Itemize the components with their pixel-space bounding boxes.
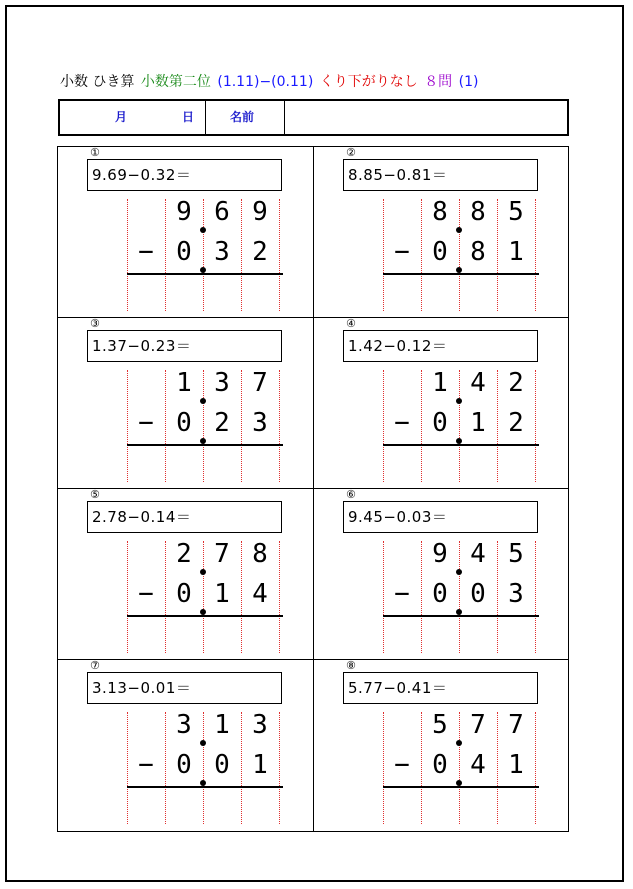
subtrahend-digit: 0: [432, 579, 448, 609]
problem-number: ②: [346, 146, 356, 159]
problem-expression: 1.37−0.23＝: [87, 330, 282, 362]
subtrahend-digit: 1: [470, 408, 486, 438]
minuend-digit: 3: [214, 368, 230, 398]
minuend-digit: 2: [508, 368, 524, 398]
subtrahend-digit: 0: [214, 750, 230, 780]
subtrahend-digit: 1: [214, 579, 230, 609]
minuend-digit: 3: [252, 710, 268, 740]
name-field[interactable]: [286, 101, 567, 134]
subtrahend-digit: 1: [252, 750, 268, 780]
problem-number: ⑧: [346, 659, 356, 672]
answer-line: [383, 444, 539, 446]
title-format: (1.11)−(0.11): [217, 74, 314, 90]
minus-sign: −: [138, 750, 154, 780]
problem-4: [314, 318, 569, 489]
answer-line: [127, 786, 283, 788]
problem-7: [58, 660, 313, 831]
subtrahend-digit: 1: [508, 750, 524, 780]
problem-8: [314, 660, 569, 831]
problem-expression: 5.77−0.41＝: [343, 672, 538, 704]
answer-line: [383, 273, 539, 275]
decimal-point: [456, 227, 462, 233]
subtrahend-digit: 8: [470, 237, 486, 267]
minuend-digit: 4: [470, 368, 486, 398]
minuend-digit: 9: [176, 197, 192, 227]
minuend-digit: 5: [508, 197, 524, 227]
minuend-digit: 1: [176, 368, 192, 398]
answer-area[interactable]: [383, 447, 539, 483]
problem-number: ⑦: [90, 659, 100, 672]
minuend-digit: 3: [176, 710, 192, 740]
subtrahend-digit: 3: [508, 579, 524, 609]
header-divider: [205, 101, 206, 134]
minuend-digit: 5: [508, 539, 524, 569]
title-topic: 小数 ひき算: [60, 74, 135, 90]
answer-line: [127, 444, 283, 446]
minus-sign: −: [394, 579, 410, 609]
subtrahend-digit: 1: [508, 237, 524, 267]
answer-line: [127, 615, 283, 617]
answer-area[interactable]: [383, 276, 539, 312]
problem-number: ⑤: [90, 488, 100, 501]
problem-expression: 9.69−0.32＝: [87, 159, 282, 191]
minuend-digit: 1: [432, 368, 448, 398]
minus-sign: −: [138, 237, 154, 267]
problem-number: ①: [90, 146, 100, 159]
minuend-digit: 7: [252, 368, 268, 398]
worksheet-title: [60, 72, 480, 92]
decimal-point: [200, 569, 206, 575]
minuend-digit: 7: [214, 539, 230, 569]
minuend-digit: 6: [214, 197, 230, 227]
answer-line: [383, 786, 539, 788]
month-label: 月: [115, 110, 128, 124]
answer-line: [127, 273, 283, 275]
subtrahend-digit: 4: [252, 579, 268, 609]
minuend-digit: 5: [432, 710, 448, 740]
name-label: 名前: [230, 110, 255, 124]
problem-2: [314, 147, 569, 318]
subtrahend-digit: 0: [432, 750, 448, 780]
date-name-header: [58, 99, 569, 136]
problem-5: [58, 489, 313, 660]
problem-expression: 2.78−0.14＝: [87, 501, 282, 533]
minuend-digit: 8: [432, 197, 448, 227]
problem-6: [314, 489, 569, 660]
minus-sign: −: [394, 408, 410, 438]
answer-area[interactable]: [127, 447, 283, 483]
subtrahend-digit: 0: [176, 237, 192, 267]
minuend-digit: 8: [252, 539, 268, 569]
day-label: 日: [182, 110, 195, 124]
subtrahend-digit: 0: [176, 408, 192, 438]
problem-number: ③: [90, 317, 100, 330]
subtrahend-digit: 0: [176, 579, 192, 609]
subtrahend-digit: 0: [432, 237, 448, 267]
minuend-digit: 2: [176, 539, 192, 569]
header-divider: [284, 101, 285, 134]
problem-expression: 3.13−0.01＝: [87, 672, 282, 704]
title-sheet-number: (1): [458, 74, 479, 90]
answer-line: [383, 615, 539, 617]
minuend-digit: 8: [470, 197, 486, 227]
subtrahend-digit: 3: [214, 237, 230, 267]
decimal-point: [200, 398, 206, 404]
subtrahend-digit: 0: [470, 579, 486, 609]
answer-area[interactable]: [127, 789, 283, 825]
subtrahend-digit: 4: [470, 750, 486, 780]
title-no-borrow: くり下がりなし: [319, 74, 418, 90]
minuend-digit: 7: [470, 710, 486, 740]
problem-expression: 1.42−0.12＝: [343, 330, 538, 362]
answer-area[interactable]: [383, 789, 539, 825]
subtrahend-digit: 0: [176, 750, 192, 780]
minuend-digit: 9: [432, 539, 448, 569]
answer-area[interactable]: [127, 618, 283, 654]
decimal-point: [456, 569, 462, 575]
minuend-digit: 4: [470, 539, 486, 569]
problem-expression: 8.85−0.81＝: [343, 159, 538, 191]
decimal-point: [200, 740, 206, 746]
title-count: ８問: [424, 74, 453, 90]
problem-expression: 9.45−0.03＝: [343, 501, 538, 533]
minus-sign: −: [138, 408, 154, 438]
subtrahend-digit: 3: [252, 408, 268, 438]
minuend-digit: 9: [252, 197, 268, 227]
answer-area[interactable]: [127, 276, 283, 312]
problem-number: ⑥: [346, 488, 356, 501]
minuend-digit: 1: [214, 710, 230, 740]
minuend-digit: 7: [508, 710, 524, 740]
problem-3: [58, 318, 313, 489]
subtrahend-digit: 2: [252, 237, 268, 267]
subtrahend-digit: 0: [432, 408, 448, 438]
decimal-point: [456, 740, 462, 746]
problem-grid: [57, 146, 569, 832]
minus-sign: −: [394, 750, 410, 780]
problem-1: [58, 147, 313, 318]
title-place-value: 小数第二位: [140, 74, 211, 90]
problem-number: ④: [346, 317, 356, 330]
decimal-point: [456, 398, 462, 404]
minus-sign: −: [138, 579, 154, 609]
decimal-point: [200, 227, 206, 233]
subtrahend-digit: 2: [214, 408, 230, 438]
answer-area[interactable]: [383, 618, 539, 654]
minus-sign: −: [394, 237, 410, 267]
subtrahend-digit: 2: [508, 408, 524, 438]
